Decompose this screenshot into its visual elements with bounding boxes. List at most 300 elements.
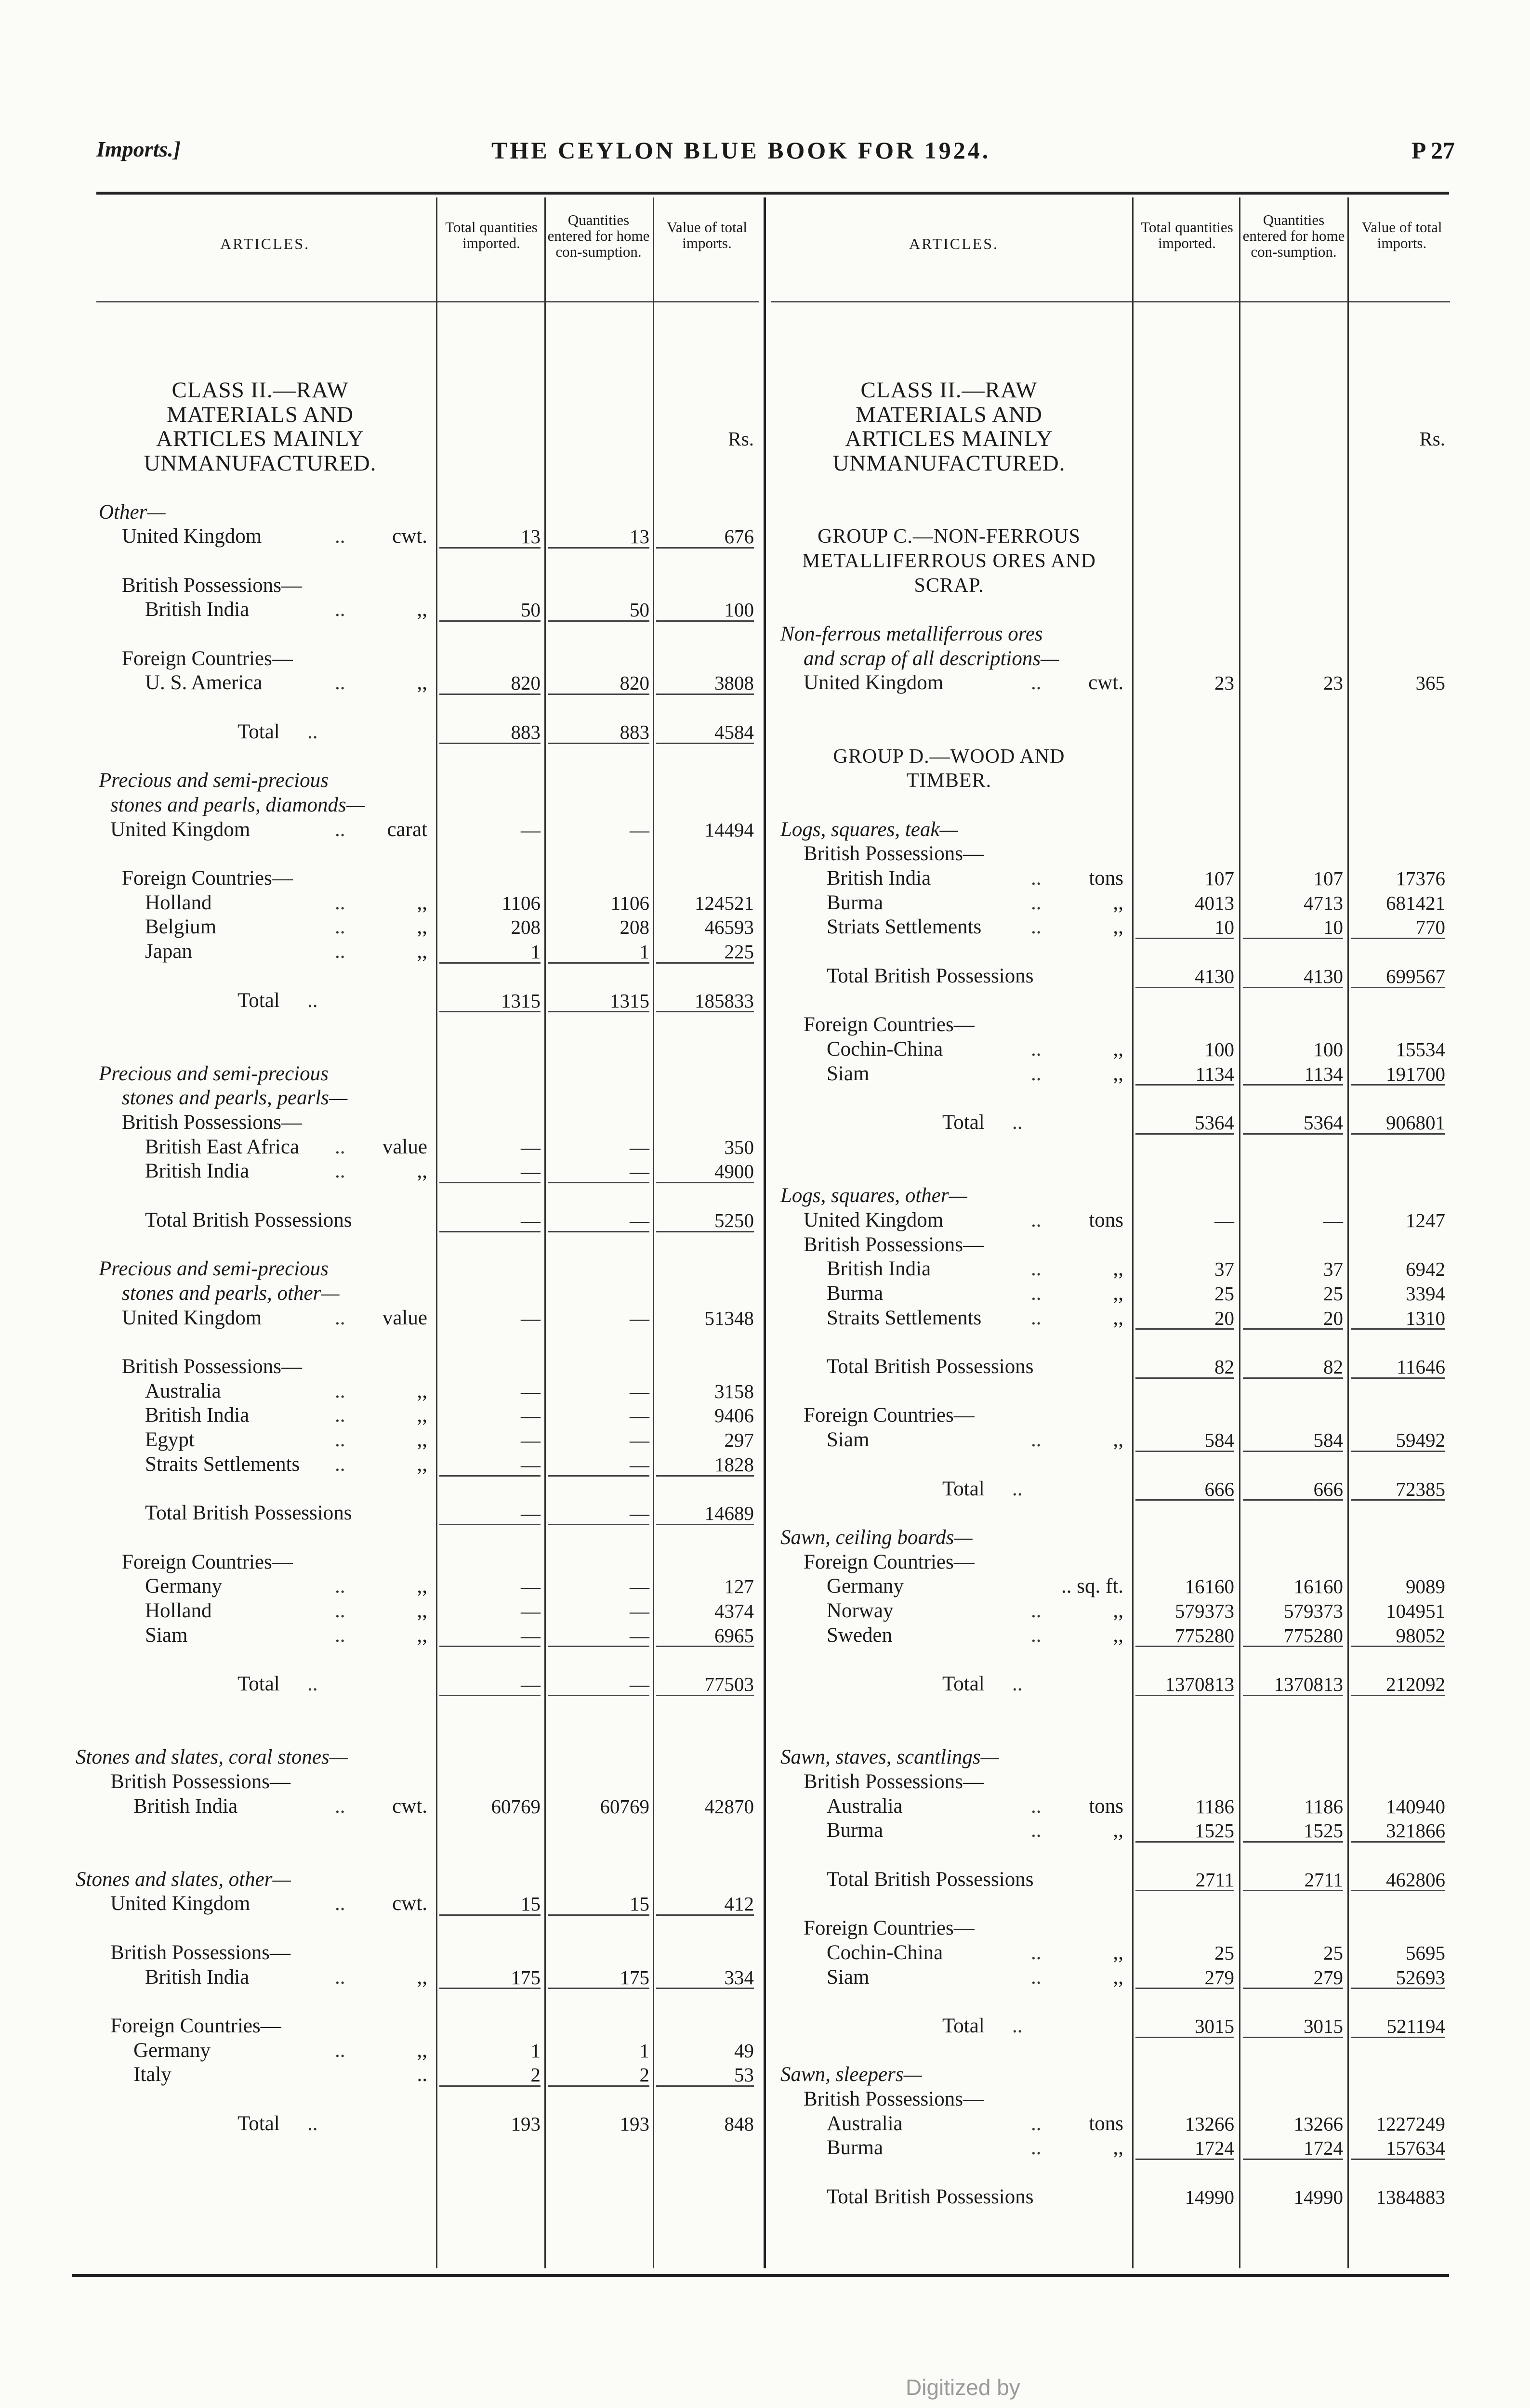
- subtotal-rule: [439, 743, 541, 744]
- unit-label: ,,: [417, 940, 427, 963]
- section-heading: SCRAP.: [914, 574, 984, 597]
- subtotal-rule: [656, 962, 754, 964]
- home-consumption-cell: —: [630, 1160, 649, 1183]
- unit-label: cwt.: [392, 1794, 427, 1818]
- article-label: Foreign Countries—: [122, 867, 293, 890]
- subtotal-rule: [1351, 1499, 1445, 1501]
- home-consumption-cell: 20: [1323, 1307, 1343, 1329]
- unit-label: ,,: [417, 2039, 427, 2062]
- leader-dots: ..: [335, 525, 345, 548]
- quantity-cell: 584: [1204, 1429, 1234, 1452]
- subtotal-rule: [1351, 1988, 1445, 1989]
- leader-dots: ..: [335, 1892, 345, 1915]
- subtotal-rule: [439, 1646, 541, 1647]
- value-cell: 462806: [1386, 1868, 1445, 1891]
- home-consumption-cell: 1724: [1304, 2137, 1343, 2159]
- unit-label: tons: [1089, 1208, 1123, 1231]
- quantity-cell: —: [521, 818, 541, 841]
- article-label: Total British Possessions: [145, 1208, 352, 1231]
- value-cell: 848: [724, 2112, 754, 2135]
- value-cell: 53: [734, 2064, 754, 2086]
- subtotal-rule: [1135, 2159, 1234, 2160]
- article-label: British India: [145, 1965, 250, 1989]
- home-consumption-cell: 175: [620, 1966, 649, 1989]
- value-cell: 1828: [714, 1453, 754, 1476]
- unit-label: ,,: [417, 916, 427, 939]
- quantity-cell: 2711: [1195, 1868, 1234, 1891]
- leader-dots: ..: [1031, 1794, 1042, 1818]
- home-consumption-cell: 4130: [1304, 965, 1343, 987]
- subtotal-rule: [656, 2085, 754, 2087]
- subtotal-rule: [439, 962, 541, 964]
- leader-dots: ..: [335, 916, 345, 939]
- unit-label: ,,: [1113, 916, 1123, 939]
- subtotal-rule: [1351, 1133, 1445, 1135]
- quantity-cell: 1724: [1195, 2137, 1234, 2159]
- subtotal-rule: [548, 1475, 649, 1477]
- leader-dots: ..: [335, 940, 345, 963]
- unit-label: ,,: [417, 1575, 427, 1598]
- value-cell: 98052: [1396, 1624, 1445, 1647]
- home-consumption-cell: 4713: [1304, 891, 1343, 914]
- home-consumption-cell: 100: [1313, 1038, 1343, 1060]
- quantity-cell: 1: [530, 941, 541, 963]
- subtotal-rule: [439, 1011, 541, 1012]
- unit-label: ,,: [1113, 1623, 1123, 1647]
- article-label: Australia: [827, 2112, 903, 2135]
- subtotal-rule: [439, 2085, 541, 2087]
- home-consumption-cell: 1525: [1304, 1819, 1343, 1842]
- value-cell: 14494: [704, 818, 754, 841]
- article-label: British East Africa: [145, 1135, 300, 1158]
- subtotal-rule: [1351, 1695, 1445, 1696]
- article-label: Total British Possessions: [827, 1355, 1034, 1378]
- home-consumption-cell: 584: [1313, 1429, 1343, 1452]
- value-cell: 14689: [704, 1502, 754, 1525]
- subtotal-rule: [1351, 938, 1445, 939]
- unit-label: cwt.: [1088, 671, 1123, 694]
- home-consumption-cell: 50: [630, 599, 649, 621]
- leader-dots: ..: [335, 2039, 345, 2062]
- leader-dots: ..: [335, 1623, 345, 1647]
- left-value-header: Value of total imports.: [666, 219, 747, 251]
- article-label: Burma: [827, 1282, 884, 1305]
- right-qty-header: Total quantities imported.: [1141, 219, 1233, 251]
- quantity-cell: —: [521, 1380, 541, 1402]
- quantity-cell: 579373: [1175, 1600, 1234, 1622]
- subtotal-rule: [439, 1988, 541, 1989]
- quantity-cell: 1370813: [1165, 1673, 1234, 1696]
- section-heading: ARTICLES MAINLY: [845, 426, 1053, 452]
- home-consumption-cell: —: [630, 1673, 649, 1696]
- unit-label: tons: [1089, 2112, 1123, 2135]
- quantity-cell: —: [521, 1209, 541, 1231]
- article-label: British Possessions—: [122, 574, 302, 597]
- leader-dots: ..: [1031, 1257, 1042, 1281]
- subtotal-rule: [1351, 1084, 1445, 1086]
- article-label: Italy: [133, 2063, 171, 2086]
- article-label: Holland: [145, 891, 212, 914]
- value-cell: 6942: [1406, 1258, 1445, 1281]
- quantity-cell: 25: [1214, 1282, 1234, 1305]
- unit-label: ,,: [417, 1623, 427, 1647]
- article-label: United Kingdom: [122, 525, 262, 548]
- leader-dots: ..: [1031, 671, 1042, 694]
- subtotal-rule: [548, 1231, 649, 1232]
- subtotal-rule: [548, 1524, 649, 1525]
- unit-label: ,,: [417, 671, 427, 694]
- leader-dots: ..: [1031, 1062, 1042, 1085]
- leader-dots: ..: [1031, 1306, 1042, 1329]
- article-label: Straits Settlements: [145, 1453, 300, 1476]
- article-label: British India: [827, 1257, 931, 1281]
- home-consumption-cell: —: [630, 1307, 649, 1329]
- article-label: Total: [942, 1477, 985, 1500]
- value-cell: 4584: [714, 720, 754, 743]
- article-label: Foreign Countries—: [804, 1917, 975, 1940]
- leader-dots: ..: [1031, 916, 1042, 939]
- quantity-cell: 14990: [1185, 2186, 1234, 2208]
- subtotal-rule: [1135, 1451, 1234, 1452]
- leader-dots: ..: [1031, 2136, 1042, 2159]
- unit-label: tons: [1089, 1794, 1123, 1818]
- subtotal-rule: [439, 694, 541, 695]
- subtotal-rule: [548, 2085, 649, 2087]
- article-label: Foreign Countries—: [110, 2014, 281, 2037]
- unit-label: ,,: [1113, 1062, 1123, 1085]
- home-consumption-cell: 5364: [1304, 1112, 1343, 1134]
- article-label: Germany: [827, 1575, 904, 1598]
- article-label: British India: [145, 1160, 250, 1183]
- article-label: Total: [942, 1111, 985, 1134]
- home-consumption-cell: 3015: [1304, 2015, 1343, 2037]
- subtotal-rule: [1243, 938, 1343, 939]
- quantity-cell: 15: [521, 1893, 541, 1915]
- subtotal-rule: [1351, 1451, 1445, 1452]
- quantity-cell: 82: [1214, 1356, 1234, 1378]
- article-label: Egypt: [145, 1428, 195, 1452]
- value-cell: 52693: [1396, 1966, 1445, 1989]
- value-cell: 3394: [1406, 1282, 1445, 1305]
- value-cell: 3808: [714, 672, 754, 694]
- unit-label: value: [382, 1306, 427, 1329]
- article-label: Total: [237, 2112, 280, 2135]
- article-label: Siam: [827, 1062, 870, 1085]
- article-label: Foreign Countries—: [122, 1550, 293, 1573]
- subtotal-rule: [1135, 1841, 1234, 1843]
- leader-dots: ..: [1031, 1965, 1042, 1989]
- home-consumption-cell: 820: [620, 672, 649, 694]
- unit-label: ,,: [1113, 1965, 1123, 1989]
- subtotal-rule: [656, 1231, 754, 1232]
- unit-label: tons: [1089, 867, 1123, 890]
- article-label: British Possessions—: [122, 1111, 302, 1134]
- article-heading: Sawn, ceiling boards—: [780, 1526, 973, 1549]
- article-label: British India: [145, 598, 250, 621]
- value-cell: 127: [724, 1575, 754, 1598]
- home-consumption-cell: 1134: [1304, 1062, 1343, 1085]
- value-cell: 212092: [1386, 1673, 1445, 1696]
- leader-dots: ..: [1031, 2112, 1042, 2135]
- subtotal-rule: [656, 1524, 754, 1525]
- subtotal-rule: [656, 1646, 754, 1647]
- article-label: Siam: [145, 1623, 188, 1647]
- article-label: Norway: [827, 1599, 894, 1622]
- subtotal-rule: [439, 1695, 541, 1696]
- subtotal-rule: [439, 1182, 541, 1183]
- home-consumption-cell: 37: [1323, 1258, 1343, 1281]
- home-consumption-cell: 15: [630, 1893, 649, 1915]
- digitized-footer: [906, 2374, 1530, 2408]
- home-consumption-cell: 1315: [610, 989, 649, 1012]
- value-cell: 5250: [714, 1209, 754, 1231]
- article-heading: Logs, squares, teak—: [780, 818, 958, 841]
- article-label: Siam: [827, 1428, 870, 1452]
- article-label: British Possessions—: [804, 1233, 984, 1256]
- section-heading: ARTICLES MAINLY: [156, 426, 364, 452]
- quantity-cell: 20: [1214, 1307, 1234, 1329]
- subtotal-rule: [548, 1695, 649, 1696]
- unit-label: ..: [417, 2063, 427, 2086]
- value-cell: 4374: [714, 1600, 754, 1622]
- quantity-cell: 4013: [1195, 891, 1234, 914]
- quantity-cell: —: [521, 1136, 541, 1158]
- article-label: British Possessions—: [110, 1941, 290, 1964]
- home-consumption-cell: —: [630, 1502, 649, 1525]
- leader-dots: ..: [1031, 1428, 1042, 1452]
- home-consumption-cell: 1370813: [1274, 1673, 1343, 1696]
- value-cell: 521194: [1386, 2015, 1445, 2037]
- right-home-header: Quantities entered for home con-sumption.: [1242, 211, 1345, 260]
- leader-dots: ..: [1031, 1037, 1042, 1060]
- article-label: British Possessions—: [110, 1770, 290, 1793]
- section-heading: MATERIALS AND: [167, 402, 354, 427]
- leader-dots: ..: [335, 1379, 345, 1402]
- quantity-cell: 4130: [1195, 965, 1234, 987]
- article-label: Cochin-China: [827, 1941, 943, 1964]
- value-cell: 676: [724, 525, 754, 548]
- right-articles-header: ARTICLES.: [909, 235, 999, 252]
- quantity-cell: 16160: [1185, 1575, 1234, 1598]
- subtotal-rule: [1351, 2159, 1445, 2160]
- leader-dots: ..: [335, 1135, 345, 1158]
- subtotal-rule: [656, 694, 754, 695]
- leader-dots: ..: [1031, 891, 1042, 914]
- leader-dots: ..: [335, 1965, 345, 1989]
- subtotal-rule: [1135, 987, 1234, 988]
- article-label: Japan: [145, 940, 192, 963]
- column-rule: [653, 197, 654, 2268]
- quantity-cell: 193: [511, 2112, 541, 2135]
- leader-dots: ..: [1031, 1941, 1042, 1964]
- leader-dots: ..: [335, 1453, 345, 1476]
- home-consumption-cell: 193: [620, 2112, 649, 2135]
- article-label: Total: [942, 1673, 985, 1696]
- home-consumption-cell: —: [1323, 1209, 1343, 1231]
- article-label: British Possessions—: [122, 1355, 302, 1378]
- unit-label: .. sq. ft.: [1061, 1575, 1123, 1598]
- subtotal-rule: [1243, 1988, 1343, 1989]
- home-consumption-cell: 16160: [1293, 1575, 1343, 1598]
- home-consumption-cell: 279: [1313, 1966, 1343, 1989]
- subtotal-rule: [656, 1695, 754, 1696]
- subtotal-rule: [1243, 1084, 1343, 1086]
- column-rule: [544, 197, 546, 2268]
- quantity-cell: 100: [1204, 1038, 1234, 1060]
- article-label: Burma: [827, 2136, 884, 2159]
- article-label: U. S. America: [145, 671, 263, 694]
- leader-dots: ..: [335, 1428, 345, 1452]
- home-consumption-cell: —: [630, 818, 649, 841]
- leader-dots: ..: [335, 1794, 345, 1818]
- value-cell: 1247: [1406, 1209, 1445, 1231]
- home-consumption-cell: —: [630, 1136, 649, 1158]
- home-consumption-cell: 10: [1323, 916, 1343, 939]
- home-consumption-cell: —: [630, 1600, 649, 1622]
- article-label: Total British Possessions: [145, 1502, 352, 1525]
- unit-label: ,,: [417, 1453, 427, 1476]
- unit-label: ,,: [417, 1404, 427, 1427]
- value-cell: 321866: [1386, 1819, 1445, 1842]
- value-cell: 1384883: [1376, 2186, 1445, 2208]
- subtotal-rule: [1351, 2037, 1445, 2038]
- leader-dots: ..: [307, 989, 318, 1012]
- subtotal-rule: [1243, 1646, 1343, 1647]
- quantity-cell: 5364: [1195, 1112, 1234, 1134]
- article-label: British India: [145, 1404, 250, 1427]
- value-cell: 1227249: [1376, 2112, 1445, 2135]
- leader-dots: ..: [335, 1599, 345, 1622]
- leader-dots: ..: [1012, 2014, 1023, 2037]
- value-cell: 11646: [1397, 1356, 1445, 1378]
- unit-label: ,,: [417, 891, 427, 914]
- subtotal-rule: [548, 620, 649, 622]
- subtotal-rule: [1351, 1377, 1445, 1379]
- left-articles-header: ARTICLES.: [220, 235, 310, 252]
- quantity-cell: 50: [521, 599, 541, 621]
- article-heading: Stones and slates, other—: [76, 1868, 291, 1891]
- value-cell: 59492: [1396, 1429, 1445, 1452]
- unit-label: carat: [387, 818, 427, 841]
- home-consumption-cell: 60769: [600, 1795, 649, 1818]
- article-heading: Precious and semi-precious: [99, 1062, 329, 1085]
- article-label: Total British Possessions: [827, 964, 1034, 987]
- section-heading: CLASS II.—RAW: [171, 378, 349, 403]
- leader-dots: ..: [1012, 1111, 1023, 1134]
- home-consumption-cell: 775280: [1284, 1624, 1343, 1647]
- home-consumption-cell: 23: [1323, 672, 1343, 694]
- value-cell: 51348: [704, 1307, 754, 1329]
- quantity-cell: 2: [530, 2064, 541, 2086]
- value-cell: 100: [724, 599, 754, 621]
- article-label: Belgium: [145, 916, 217, 939]
- right-value-header: Value of total imports.: [1361, 219, 1442, 251]
- unit-label: ,,: [417, 598, 427, 621]
- left-qty-header: Total quantities imported.: [445, 219, 538, 251]
- column-rule: [436, 197, 437, 2268]
- quantity-cell: —: [521, 1600, 541, 1622]
- article-label: Foreign Countries—: [804, 1404, 975, 1427]
- quantity-cell: 1525: [1195, 1819, 1234, 1842]
- article-label: Burma: [827, 891, 884, 914]
- article-heading: Logs, squares, other—: [780, 1184, 967, 1207]
- subtotal-rule: [656, 1182, 754, 1183]
- page-title: THE CEYLON BLUE BOOK FOR 1924.: [491, 137, 991, 164]
- leader-dots: ..: [1031, 1623, 1042, 1647]
- value-cell: 9089: [1406, 1575, 1445, 1598]
- leader-dots: ..: [335, 891, 345, 914]
- subtotal-rule: [1243, 1695, 1343, 1696]
- unit-label: ,,: [1113, 1599, 1123, 1622]
- leader-dots: ..: [1012, 1477, 1023, 1500]
- home-consumption-cell: —: [630, 1404, 649, 1427]
- value-cell: 77503: [704, 1673, 754, 1696]
- subtotal-rule: [439, 1475, 541, 1477]
- quantity-cell: 25: [1214, 1941, 1234, 1964]
- left-home-header: Quantities entered for home con-sumption.: [547, 211, 650, 260]
- article-label: Foreign Countries—: [122, 647, 293, 670]
- subtotal-rule: [439, 620, 541, 622]
- subtotal-rule: [439, 1914, 541, 1916]
- value-cell: 17376: [1396, 867, 1445, 890]
- quantity-cell: —: [521, 1404, 541, 1427]
- unit-label: ,,: [417, 1599, 427, 1622]
- quantity-cell: —: [521, 1307, 541, 1329]
- article-label: United Kingdom: [110, 1892, 251, 1915]
- article-label: Striats Settlements: [827, 916, 982, 939]
- value-cell: 49: [734, 2039, 754, 2062]
- article-label: United Kingdom: [804, 1208, 944, 1231]
- article-heading: Stones and slates, coral stones—: [76, 1746, 348, 1769]
- home-consumption-cell: —: [630, 1575, 649, 1598]
- subtotal-rule: [1243, 1890, 1343, 1891]
- home-consumption-cell: 666: [1313, 1478, 1343, 1500]
- leader-dots: ..: [335, 1160, 345, 1183]
- article-heading: Sawn, sleepers—: [780, 2063, 922, 2086]
- unit-label: ,,: [1113, 1941, 1123, 1964]
- subtotal-rule: [1135, 938, 1234, 939]
- section-heading: UNMANUFACTURED.: [144, 451, 377, 476]
- center-column-rule: [764, 197, 766, 2268]
- article-heading: stones and pearls, pearls—: [122, 1086, 348, 1110]
- subtotal-rule: [656, 1011, 754, 1012]
- article-label: Total: [237, 1673, 280, 1696]
- article-label: Germany: [133, 2039, 211, 2062]
- leader-dots: ..: [1031, 1599, 1042, 1622]
- leader-dots: ..: [1031, 1282, 1042, 1305]
- subtotal-rule: [1351, 1841, 1445, 1843]
- article-label: Straits Settlements: [827, 1306, 982, 1329]
- quantity-cell: 13: [521, 525, 541, 548]
- subtotal-rule: [656, 1914, 754, 1916]
- value-cell: 185833: [695, 989, 754, 1012]
- quantity-cell: 3015: [1195, 2015, 1234, 2037]
- leader-dots: ..: [1031, 1208, 1042, 1231]
- unit-label: ,,: [1113, 891, 1123, 914]
- leader-dots: ..: [307, 720, 318, 743]
- unit-label: cwt.: [392, 1892, 427, 1915]
- article-label: British India: [133, 1794, 238, 1818]
- value-cell: 9406: [714, 1404, 754, 1427]
- article-label: United Kingdom: [804, 671, 944, 694]
- unit-label: ,,: [417, 1965, 427, 1989]
- article-label: British Possessions—: [804, 2088, 984, 2110]
- subtotal-rule: [1135, 1890, 1234, 1891]
- subtotal-rule: [1135, 1646, 1234, 1647]
- article-label: Sweden: [827, 1623, 893, 1647]
- home-consumption-cell: 1: [639, 941, 649, 963]
- subtotal-rule: [1135, 1133, 1234, 1135]
